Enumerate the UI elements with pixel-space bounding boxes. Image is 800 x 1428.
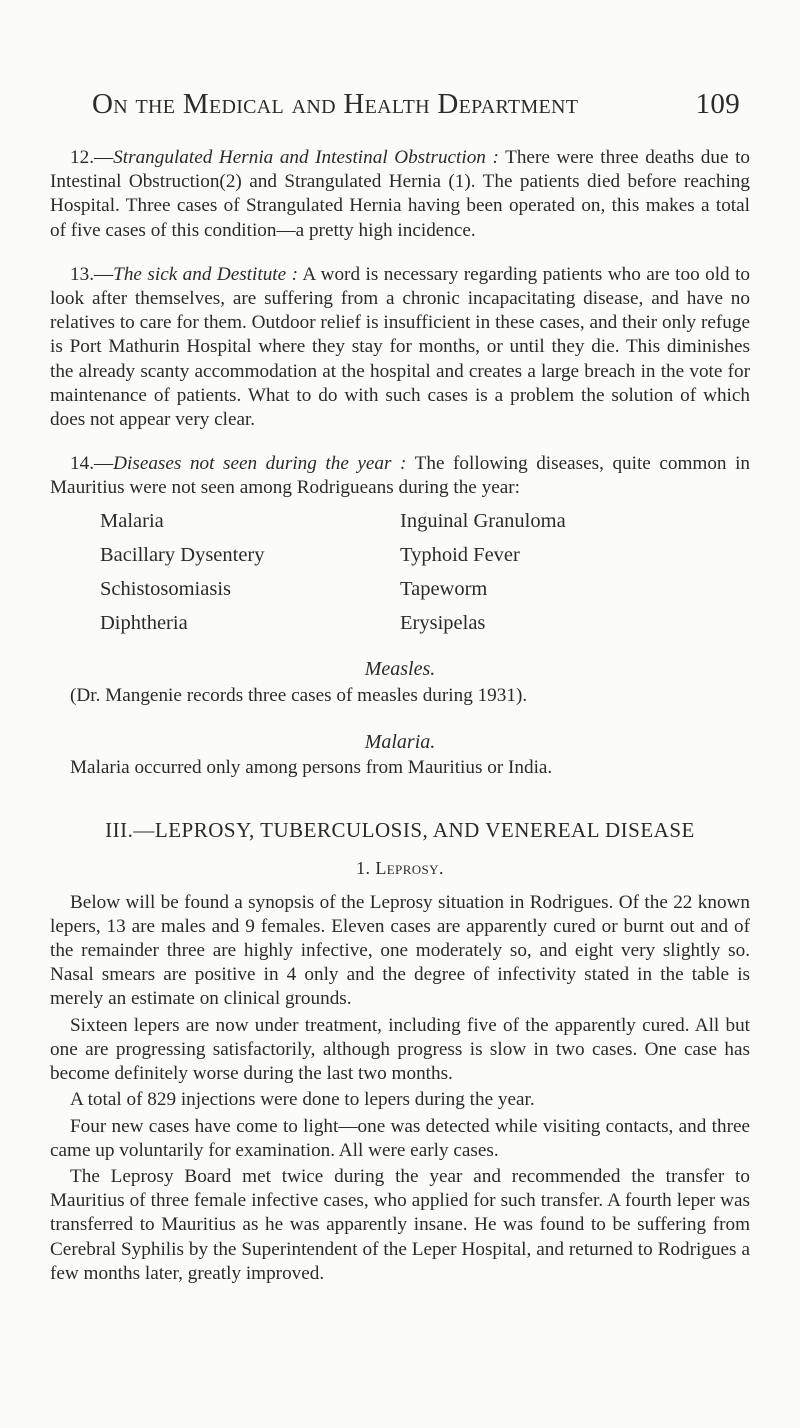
para-text: A word is necessary regarding patients who are too old to look after themselves, are suffering from a chronic incapacitating disease, and have no relatives to care for them. Outdoor relief is insufficient in these cases, and their only refuge is Port Mathurin Hospital where they stay for months, or until they die. This diminishes the already scanty accommodation at the hospital and creates a large breach in the vote for maintenance of patients. What to do with such cases is a problem the solution of which does not appear very clear. [50, 263, 750, 431]
disease-item: Erysipelas [400, 612, 486, 635]
para-heading: Diseases not seen during the year : [113, 453, 407, 475]
leprosy-paragraph: Sixteen lepers are now under treatment, including five of the apparently cured. All but one are progressing satisfactorily, although progress is slow in two cases. One case has become definitely worse during the last two months. [50, 1014, 750, 1085]
leprosy-paragraph: Four new cases have come to light—one was detected while visiting contacts, and three came up voluntarily for examination. All were early cases. [50, 1115, 750, 1161]
para-text: There were three deaths due to Intestinal Obstruction(2) and Strangulated Hernia (1). The patients died before reaching Hospital. Three cases of Strangulated Hernia having been operated on, this makes a total of five cases of this condition—a pretty high incidence. [50, 147, 750, 241]
para-heading: Strangulated Hernia and Intestinal Obstruction : [113, 147, 499, 168]
paragraph-12 [50, 146, 750, 243]
para-heading: The sick and Destitute : [113, 263, 298, 285]
leprosy-paragraph: Below will be found a synopsis of the Leprosy situation in Rodrigues. Of the 22 known lepers, 13 are males and 9 females. Eleven cases are apparently cured or burnt out and of the remainder three are highly infective, one moderately so, and eight very slightly so. Nasal smears are positive in 4 only and the degree of infectivity stated in the table is merely an estimate on clinical grounds. [50, 891, 750, 1010]
para-text: The following diseases, quite common in Mauritius were not seen among Rodrigueans during the year: [50, 453, 750, 499]
leprosy-paragraph: A total of 829 injections were done to lepers during the year. [70, 1089, 535, 1111]
disease-list [50, 509, 750, 636]
malaria-heading: Malaria. [364, 730, 436, 753]
measles-text: (Dr. Mangenie records three cases of measles during 1931). [70, 684, 528, 706]
disease-item: Schistosomiasis [100, 578, 231, 601]
measles-heading: Measles. [364, 658, 436, 681]
disease-item: Bacillary Dysentery [100, 543, 265, 566]
running-header [92, 88, 740, 121]
disease-item: Tapeworm [400, 578, 488, 601]
leprosy-paragraph: The Leprosy Board met twice during the year and recommended the transfer to Mauritius of three female infective cases, who applied for such transfer. A fourth leper was transferred to Mauritius as he was apparently insane. He was found to be suffering from Cerebral Syphilis by the Superintendent of the Leper Hospital, and returned to Rodrigues a few months later, greatly improved. [50, 1165, 750, 1284]
paragraph-13 [50, 263, 750, 432]
subsection-title: 1. Leprosy. [356, 858, 444, 879]
para-number: 14.— [70, 453, 114, 475]
disease-item: Malaria [100, 509, 164, 532]
para-number: 13.— [70, 263, 114, 285]
page-number: 109 [695, 88, 740, 120]
para-number: 12.— [70, 147, 114, 168]
malaria-text: Malaria occurred only among persons from Mauritius or India. [70, 757, 553, 779]
paragraph-14 [50, 452, 750, 500]
disease-item: Inguinal Granuloma [400, 509, 566, 532]
header-title: On the Medical and Health Department [92, 88, 579, 120]
disease-item: Diphtheria [100, 612, 188, 635]
body-text [50, 146, 750, 1286]
disease-item: Typhoid Fever [400, 543, 520, 566]
section-title: III.—LEPROSY, TUBERCULOSIS, AND VENEREAL DISEASE [105, 818, 695, 843]
